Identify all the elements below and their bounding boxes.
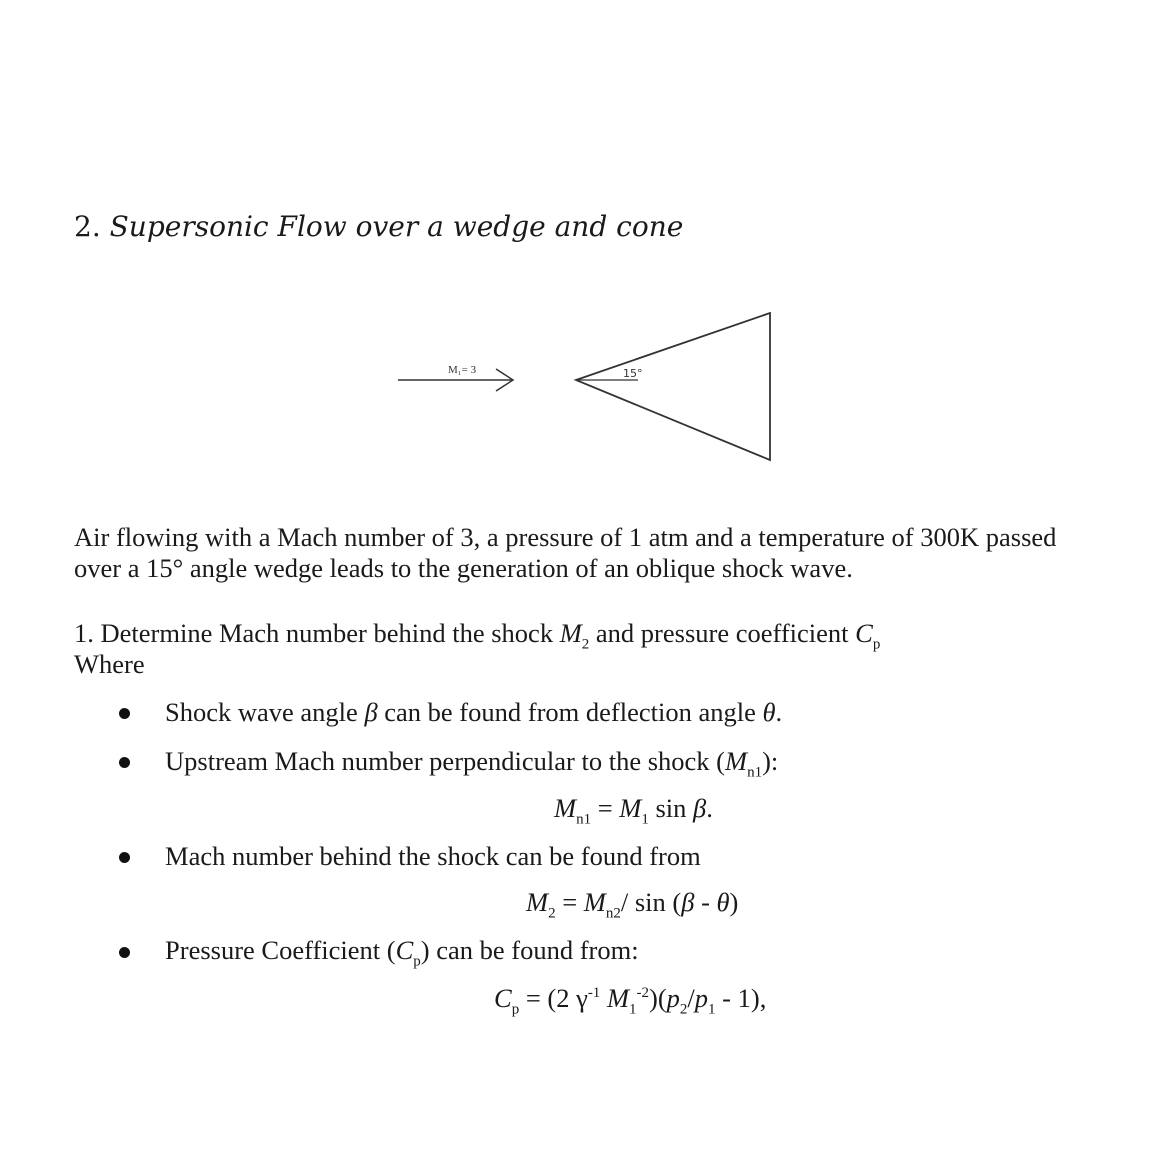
- question-1: [74, 618, 880, 680]
- bullet-pressure-coefficient: Pressure Coefficient $(C_p)$ can be found from:: [165, 935, 639, 970]
- paragraph-line-2: over a 15° angle wedge leads to the generation of an oblique shock wave.: [74, 553, 853, 583]
- paragraph-line-1: Air flowing with a Mach number of 3, a pressure of 1 atm and a temperature of 300K passed: [74, 522, 1057, 552]
- section-title: Supersonic Flow over a wedge and cone: [109, 210, 684, 243]
- flow-mach-label: M₁= 3: [448, 364, 477, 376]
- equation-cp: $C_p = (2$ $\gamma^{-1}$ $M_1^{-2})(p_2/p_1 - 1)$,: [494, 983, 767, 1018]
- equation-m2: $M_2 = M_{n2}/$ sin (β - θ): [526, 887, 739, 922]
- bullet-dot: [119, 852, 130, 863]
- bullet-shock-angle: Shock wave angle β can be found from deflection angle θ.: [165, 697, 783, 727]
- problem-paragraph: [74, 522, 1134, 584]
- section-number: 2.: [74, 210, 101, 243]
- section-heading: [74, 210, 683, 243]
- bullet-mach-behind: Mach number behind the shock can be found from: [165, 841, 701, 871]
- bullet-dot: [119, 947, 130, 958]
- equation-mn1: $M_{n1} = M_1$ sin β.: [554, 793, 713, 828]
- bullet-dot: [119, 757, 130, 768]
- wedge-shape: [576, 313, 770, 460]
- bullet-dot: [119, 708, 130, 719]
- wedge-angle-label: 15°: [623, 367, 643, 380]
- question-line: 1. Determine Mach number behind the shock $M_2$ and pressure coefficient $C_p$: [74, 618, 881, 653]
- wedge-diagram: [390, 305, 790, 475]
- bullet-upstream-mach: Upstream Mach number perpendicular to the shock $(M_{n1})$:: [165, 746, 779, 781]
- question-where: Where: [74, 649, 145, 679]
